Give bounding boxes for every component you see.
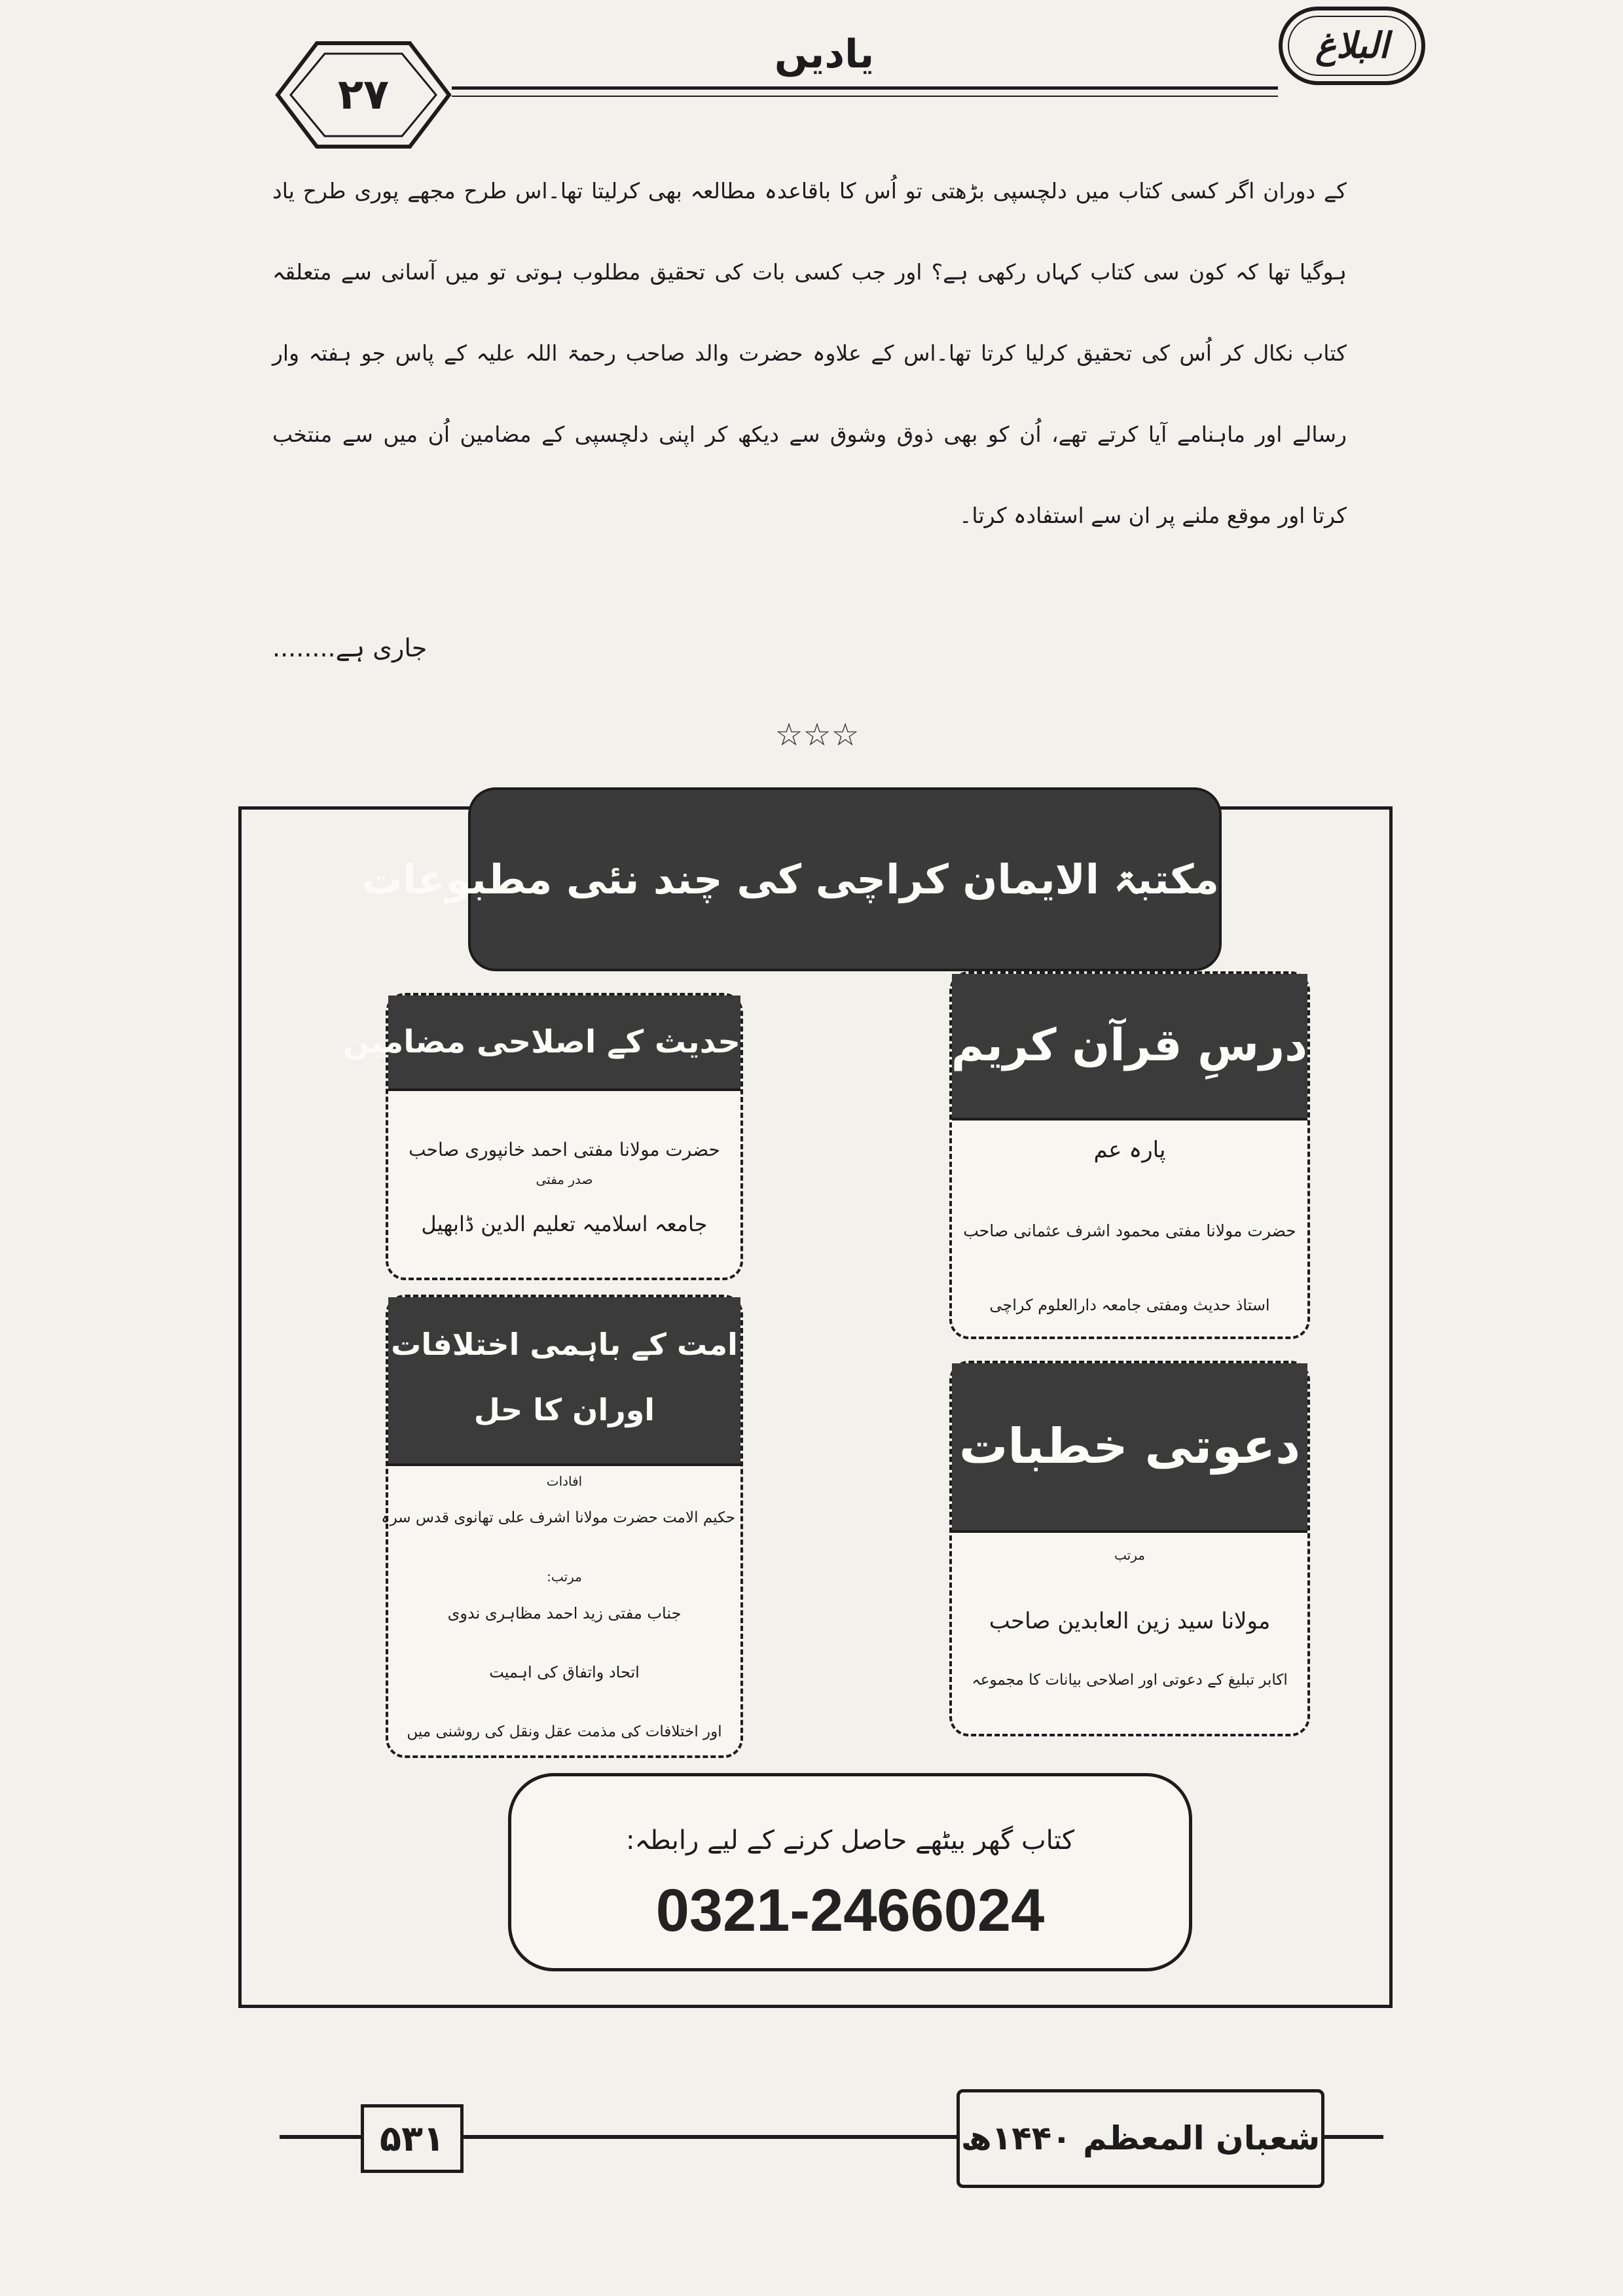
book-title: درسِ قرآن کریم: [952, 974, 1307, 1121]
book-author: حضرت مولانا مفتی محمود اشرف عثمانی صاحب: [963, 1221, 1296, 1240]
book-title-line: امت کے باہمی اختلافات: [391, 1327, 738, 1362]
book-detail: اکابر تبلیغ کے دعوتی اور اصلاحی بیانات کا مجموعہ: [972, 1672, 1288, 1689]
issue-date: شعبان المعظم ۱۴۴۰ھ: [957, 2089, 1324, 2188]
book-title: [388, 1297, 740, 1466]
book-title: حدیث کے اصلاحی مضامین: [388, 996, 740, 1091]
article-line: رسالے اور ماہنامے آیا کرتے تھے، اُن کو بھی ذوق وشوق سے دیکھ کر اپنی دلچسپی کے مضامین اُن میں سے منتخب: [272, 422, 1347, 447]
article-line: کے دوران اگر کسی کتاب میں دلچسپی بڑھتی تو اُس کا باقاعدہ مطالعہ بھی کرلیتا تھا۔اس طرح مجھے پوری طرح یاد: [272, 178, 1347, 204]
article-line: کتاب نکال کر اُس کی تحقیق کرلیا کرتا تھا۔اس کے علاوہ حضرت والد صاحب رحمۃ اللہ علیہ کے پاس جو ہفتہ وار: [272, 340, 1347, 366]
book-detail: پارہ عم: [1093, 1137, 1166, 1163]
book-detail: مرتب:: [547, 1569, 582, 1585]
phone-number: 0321-2466024: [655, 1877, 1045, 1944]
book-compiler: مولانا سید زین العابدین صاحب: [989, 1608, 1271, 1634]
book-author: حضرت مولانا مفتی احمد خانپوری صاحب: [409, 1139, 720, 1160]
book-detail: جامعہ اسلامیہ تعلیم الدین ڈابھیل: [421, 1211, 708, 1236]
book-card-dawati-khutbat: [949, 1361, 1310, 1736]
header-rule-thin: [452, 96, 1278, 97]
page-number: ۵۳۱: [361, 2104, 464, 2173]
book-card-dars-quran: [949, 971, 1310, 1339]
article-line: ہوگیا تھا کہ کون سی کتاب کہاں رکھی ہے؟ اور جب کسی بات کی تحقیق مطلوب ہوتی تو میں آسانی سے متعلقہ: [272, 259, 1347, 285]
continued-note: جاری ہے........: [272, 634, 428, 662]
book-title: دعوتی خطبات: [952, 1363, 1307, 1533]
book-detail: استاذ حدیث ومفتی جامعہ دارالعلوم کراچی: [989, 1296, 1270, 1314]
book-card-hadith: [342, 993, 743, 1280]
book-detail: اور اختلافات کی مذمت عقل ونقل کی روشنی میں: [407, 1723, 722, 1740]
book-detail: افادات: [546, 1473, 583, 1489]
contact-box: [508, 1773, 1192, 1971]
book-author: حکیم الامت حضرت مولانا اشرف علی تھانوی قدس سرہ: [381, 1509, 735, 1526]
book-compiler: جناب مفتی زید احمد مظاہری ندوی: [447, 1604, 682, 1623]
article-body: [272, 151, 1347, 556]
book-detail: صدر مفتی: [536, 1172, 593, 1187]
book-card-ikhtilafat: [381, 1295, 743, 1758]
book-title-line: اوران کا حل: [473, 1392, 655, 1427]
contact-label: کتاب گھر بیٹھے حاصل کرنے کے لیے رابطہ:: [626, 1825, 1074, 1856]
book-detail: مرتب: [1114, 1547, 1145, 1563]
header-rule: [452, 86, 1278, 90]
section-separator: ☆☆☆: [775, 717, 860, 753]
magazine-logo: البلاغ: [1315, 25, 1389, 66]
episode-number: ۲۷: [337, 71, 390, 119]
article-line: کرتا اور موقع ملنے پر ان سے استفادہ کرتا۔: [959, 503, 1347, 528]
book-detail: اتحاد واتفاق کی اہمیت: [489, 1663, 640, 1681]
advert-title: مکتبۃ الایمان کراچی کی چند نئی مطبوعات: [468, 787, 1222, 971]
header-title: یادیں: [774, 31, 875, 77]
